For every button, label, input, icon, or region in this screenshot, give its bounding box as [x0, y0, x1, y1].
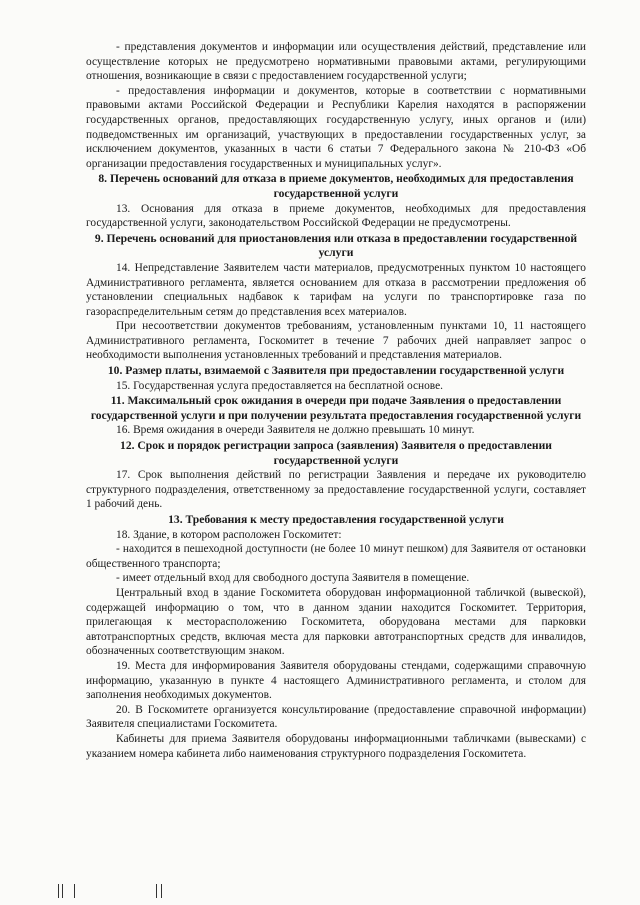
scan-mark [74, 884, 75, 898]
scan-marks [58, 884, 188, 900]
section-heading: 10. Размер платы, взимаемой с Заявителя при предоставлении государственной услуги [107, 364, 565, 378]
list-item: - имеет отдельный вход для свободного доступа Заявителя в помещение. [116, 572, 470, 585]
scan-mark [58, 884, 59, 898]
scan-mark [161, 884, 162, 898]
paragraph: 19. Места для информирования Заявителя оборудованы стендами, содержащими справочную информацию, указанную в пункте 4 настоящего Административного регламента, и столом для заполнения необходимых документов. [86, 659, 586, 702]
scan-mark [62, 884, 63, 898]
section-heading: 11. Максимальный срок ожидания в очереди при подаче Заявления о предоставлении государственной услуги и при получении результата предоставления государственной услуги [90, 394, 582, 422]
list-item: - находится в пешеходной доступности (не более 10 минут пешком) для Заявителя от остановки общественного транспорта; [86, 543, 586, 570]
scan-mark [156, 884, 157, 898]
paragraph: 14. Непредставление Заявителем части материалов, предусмотренных пунктом 10 настоящего Административного регламента, является основанием для отказа в рассмотрении предложения об установлении специальных надбавок к тарифам на услуги по транспортировке газа по газораспределительным сетям до представления всех материалов. [86, 261, 586, 318]
paragraph: 20. В Госкомитете организуется консультирование (предоставление справочной информации) Заявителя специалистами Госкомитета. [86, 703, 586, 731]
paragraph: Кабинеты для приема Заявителя оборудованы информационными табличками (вывесками) с указанием номера кабинета либо наименования структурного подразделения Госкомитета. [86, 732, 586, 760]
paragraph: 16. Время ожидания в очереди Заявителя не должно превышать 10 минут. [116, 424, 475, 437]
paragraph: - предоставления информации и документов, которые в соответствии с нормативными правовыми актами Российской Федерации и Республики Карелия находятся в распоряжении государственных органов, предоставляющих государственную услугу, иных органов и (или) подведомственных им организаций, участвующих в предоставлении государственных услуг, за исключением документов, указанных в части 6 статьи 7 Федерального закона № 210-ФЗ «Об организации предоставления государственных и муниципальных услуг». [86, 84, 586, 170]
paragraph: - представления документов и информации или осуществления действий, представление или осуществление которых не предусмотрено нормативными правовыми актами, регулирующими отношения, возникающие в связи с предоставлением государственной услуги; [86, 41, 586, 83]
paragraph: 15. Государственная услуга предоставляется на бесплатной основе. [116, 379, 444, 392]
section-heading: 13. Требования к месту предоставления государственной услуги [168, 513, 504, 526]
paragraph: 13. Основания для отказа в приеме документов, необходимых для предоставления государственной услуги, законодательством Российской Федерации не предусмотрены. [86, 202, 586, 230]
paragraph: 17. Срок выполнения действий по регистрации Заявления и передаче их руководителю структурного подразделения, ответственному за предоставление государственной услуги, составляет 1 рабочий день. [86, 469, 586, 511]
section-heading: 8. Перечень оснований для отказа в приеме документов, необходимых для предоставления государственной услуги [98, 172, 574, 200]
paragraph: 18. Здание, в котором расположен Госкомитет: [116, 528, 342, 541]
document-body [86, 40, 586, 761]
paragraph: Центральный вход в здание Госкомитета оборудован информационной табличкой (вывеской), содержащей информацию о том, что в данном здании находится Госкомитет. Территория, прилегающая к месторасположению Госкомитета, оборудована местами для парковки автотранспортных средств, включая места для парковки автотранспортных средств для инвалидов, обозначенных соответствующим знаком. [86, 586, 586, 658]
paragraph: При несоответствии документов требованиям, установленным пунктами 10, 11 настоящего Административного регламента, Госкомитет в течение 7 рабочих дней направляет запрос о необходимости выполнения установленных требований и представления материалов. [86, 320, 586, 362]
section-heading: 12. Срок и порядок регистрации запроса (заявления) Заявителя о предоставлении государственной услуги [120, 439, 552, 467]
section-heading: 9. Перечень оснований для приостановления или отказа в предоставлении государственной услуги [94, 231, 578, 260]
